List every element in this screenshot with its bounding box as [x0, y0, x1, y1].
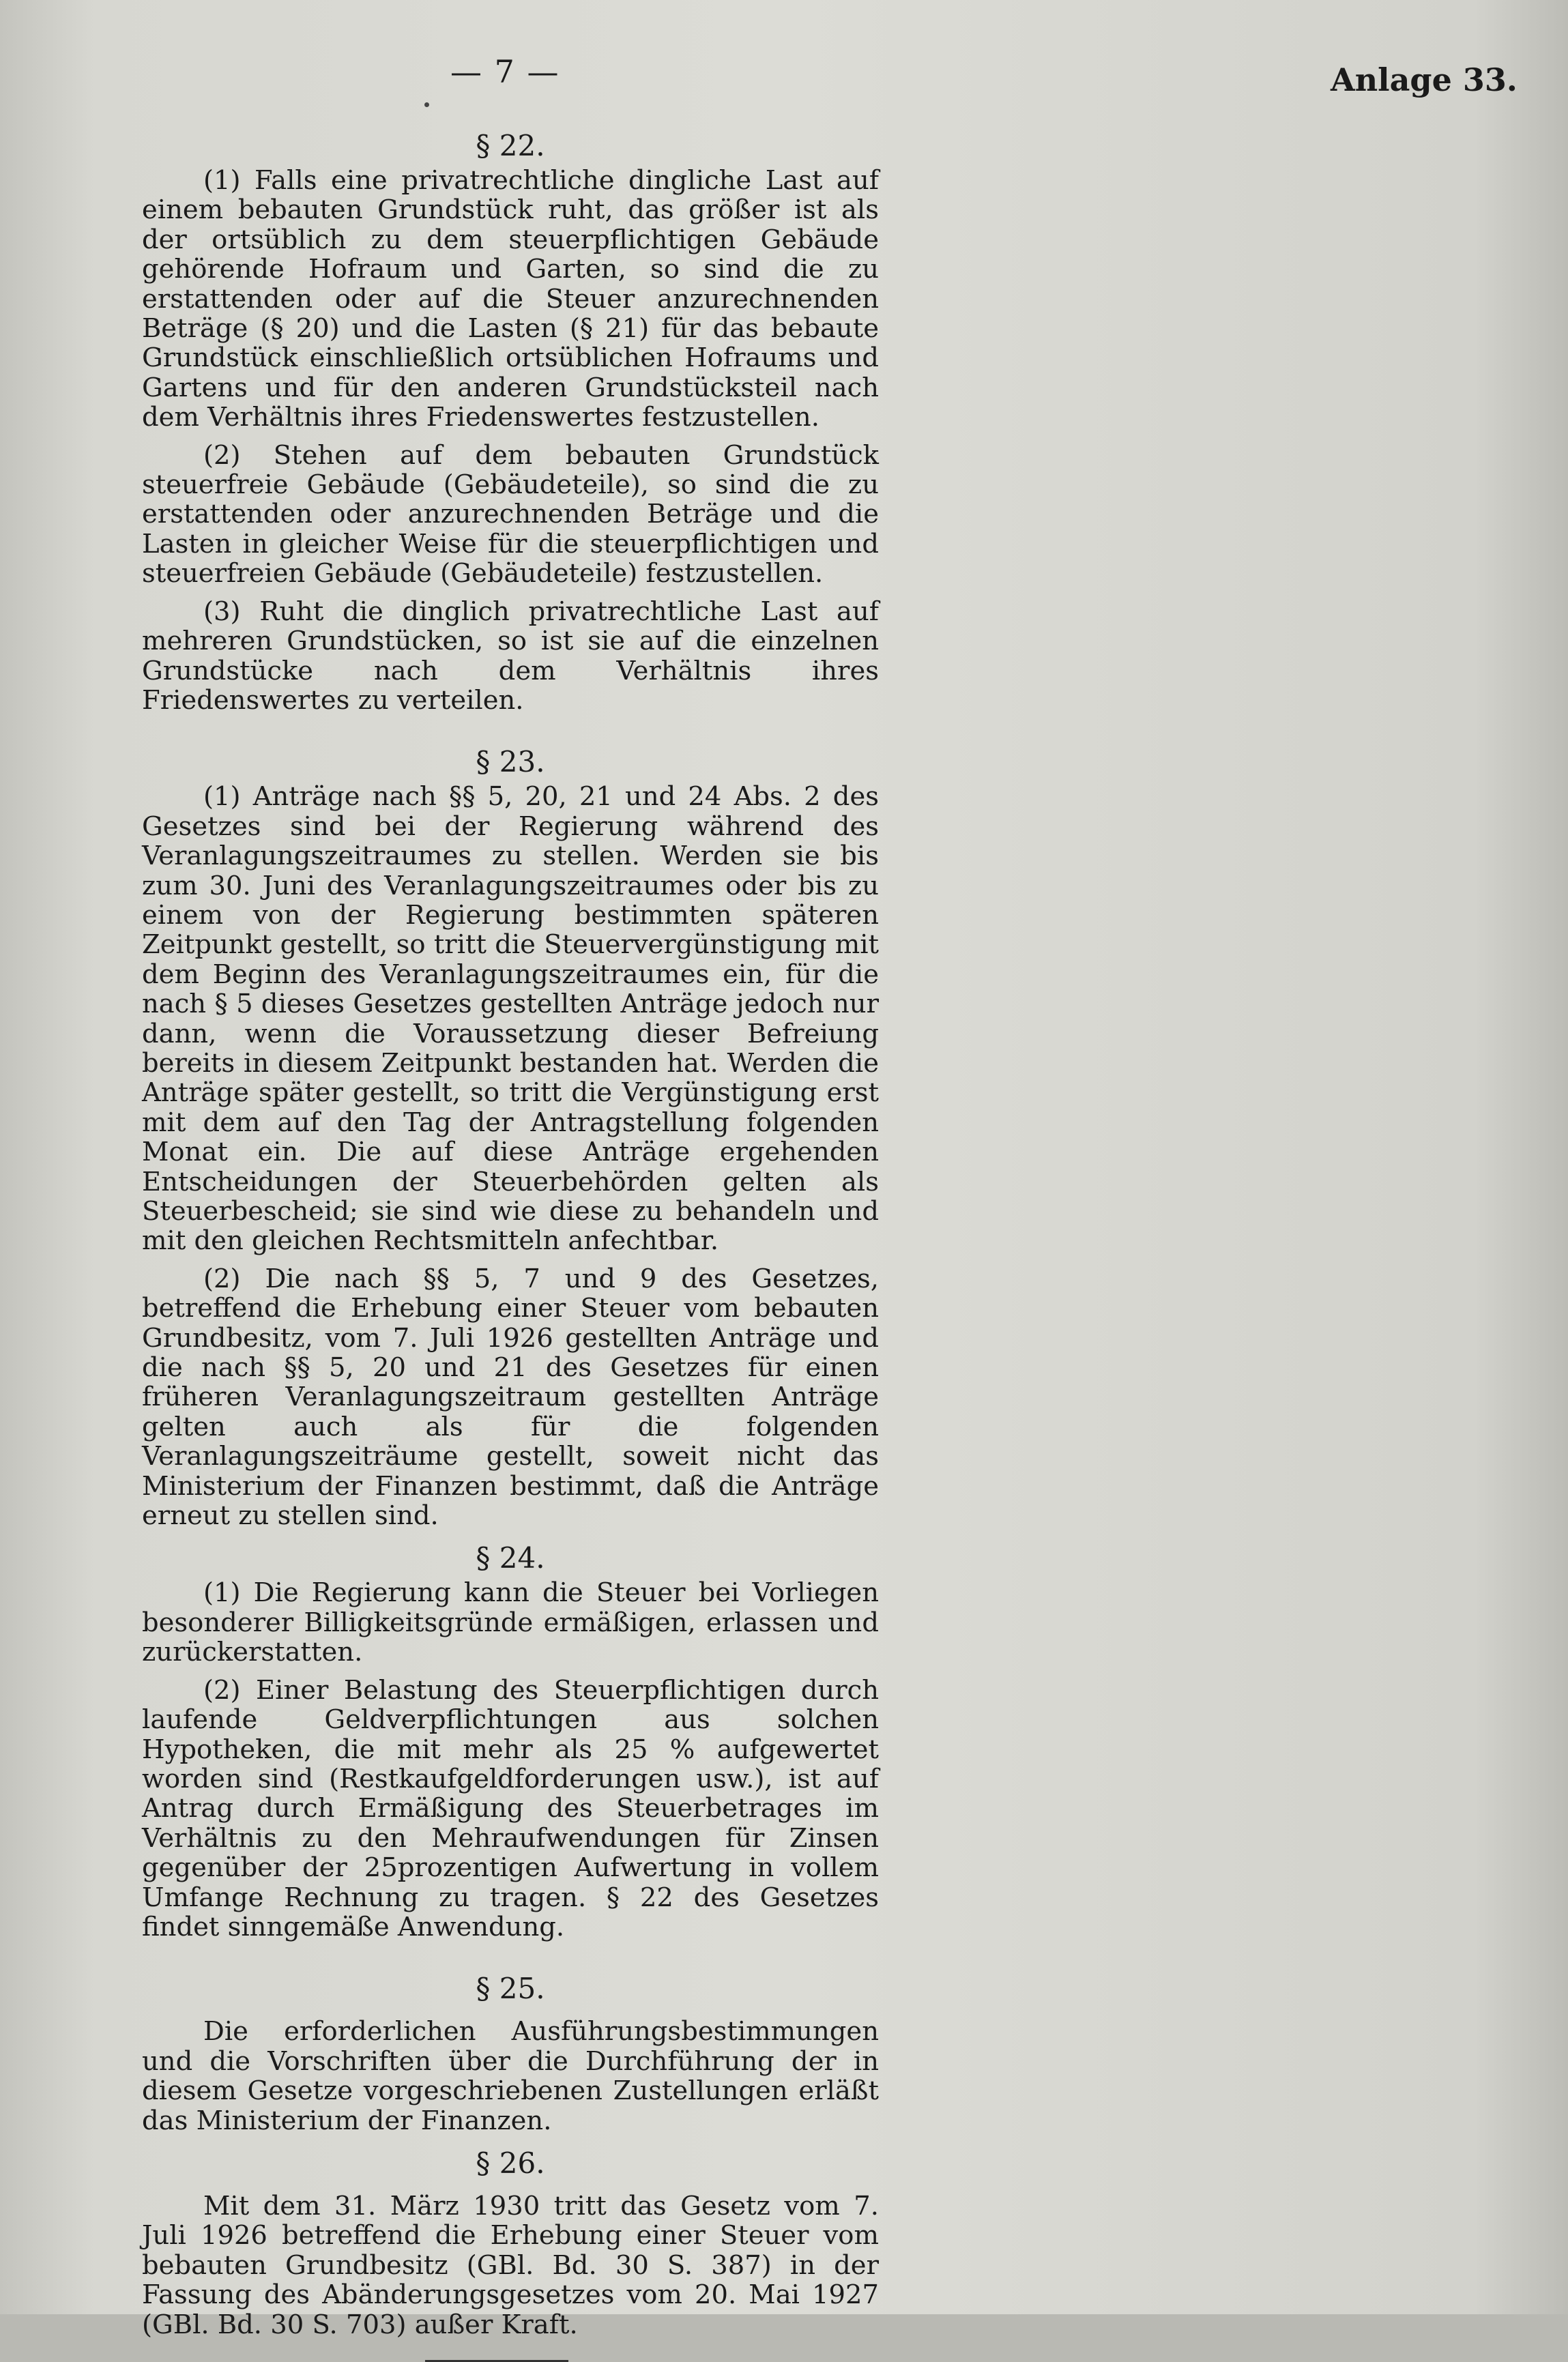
annex-label: Anlage 33. [1331, 61, 1518, 98]
ink-speck [424, 102, 429, 107]
text-column [142, 126, 879, 2362]
page-number: — 7 — [450, 53, 560, 90]
paragraph: (1) Falls eine privatrechtliche dingliche Last auf einem bebauten Grundstück ruht, das größer ist als der ortsüblich zu dem steuerpflichtigen Gebäude gehörende Hofraum und Garten, so sind die zu erstattenden oder auf die Steuer anzurechnenden Beträge (§ 20) und die Lasten (§ 21) für das bebaute Grundstück einschließlich ortsüblichen Hofraums und Gartens und für den anderen Grundstücksteil nach dem Verhältnis ihres Friedenswertes festzustellen. [142, 165, 879, 433]
paragraph: (2) Stehen auf dem bebauten Grundstück steuerfreie Gebäude (Gebäudeteile), so sind die zu erstattenden oder anzurechnenden Beträge und die Lasten in gleicher Weise für die steuerpflichtigen und steuerfreien Gebäude (Gebäudeteile) festzustellen. [142, 439, 879, 589]
paragraph: (2) Einer Belastung des Steuerpflichtigen durch laufende Geldverpflichtungen aus solchen Hypotheken, die mit mehr als 25 % aufgewertet worden sind (Restkaufgeldforderungen usw.), ist auf Antrag durch Ermäßigung des Steuerbetrages im Verhältnis zu den Mehraufwendungen für Zinsen gegenüber der 25prozentigen Aufwertung in vollem Umfange Rechnung zu tragen. § 22 des Gesetzes findet sinngemäße Anwendung. [142, 1674, 879, 1942]
paragraph: (1) Anträge nach §§ 5, 20, 21 und 24 Abs. 2 des Gesetzes sind bei der Regierung während des Veranlagungszeitraumes zu stellen. Werden sie bis zum 30. Juni des Veranlagungszeitraumes oder bis zu einem von der Regierung bestimmten späteren Zeitpunkt gestellt, so tritt die Steuervergünstigung mit dem Beginn des Veranlagungszeitraumes ein, für die nach § 5 dieses Gesetzes gestellten Anträge jedoch nur dann, wenn die Voraussetzung dieser Befreiung bereits in diesem Zeitpunkt bestanden hat. Werden die Anträge später gestellt, so tritt die Vergünstigung erst mit dem auf den Tag der Antragstellung folgenden Monat ein. Die auf diese Anträge ergehenden Entscheidungen der Steuerbehörden gelten als Steuerbescheid; sie sind wie diese zu behandeln und mit den gleichen Rechtsmitteln anfechtbar. [142, 781, 879, 1257]
paragraph: Mit dem 31. März 1930 tritt das Gesetz vom 7. Juli 1926 betreffend die Erhebung einer Steuer vom bebauten Grundbesitz (GBl. Bd. 30 S. 387) in der Fassung des Abänderungsgesetzes vom 20. Mai 1927 (GBl. Bd. 30 S. 703) außer Kraft. [142, 2190, 879, 2340]
section-title: § 24. [476, 1541, 545, 1575]
section-title: § 23. [476, 745, 545, 779]
section-title: § 22. [476, 129, 545, 162]
section-title: § 26. [476, 2146, 545, 2180]
paragraph: (1) Die Regierung kann die Steuer bei Vorliegen besonderer Billigkeitsgründe ermäßigen, erlassen und zurückerstatten. [142, 1577, 879, 1668]
section-title: § 25. [476, 1972, 545, 2006]
paragraph: (3) Ruht die dinglich privatrechtliche Last auf mehreren Grundstücken, so ist sie auf die einzelnen Grundstücke nach dem Verhältnis ihres Friedenswertes zu verteilen. [142, 596, 879, 716]
paragraph: (2) Die nach §§ 5, 7 und 9 des Gesetzes, betreffend die Erhebung einer Steuer vom bebauten Grundbesitz, vom 7. Juli 1926 gestellten Anträge und die nach §§ 5, 20 und 21 des Gesetzes für einen früheren Veranlagungszeitraum gestellten Anträge gelten auch als für die folgenden Veranlagungszeiträume gestellt, soweit nicht das Ministerium der Finanzen bestimmt, daß die Anträge erneut zu stellen sind. [142, 1263, 879, 1532]
paragraph: Die erforderlichen Ausführungsbestimmungen und die Vorschriften über die Durchführung der in diesem Gesetze vorgeschriebenen Zustellungen erläßt das Ministerium der Finanzen. [142, 2016, 879, 2136]
